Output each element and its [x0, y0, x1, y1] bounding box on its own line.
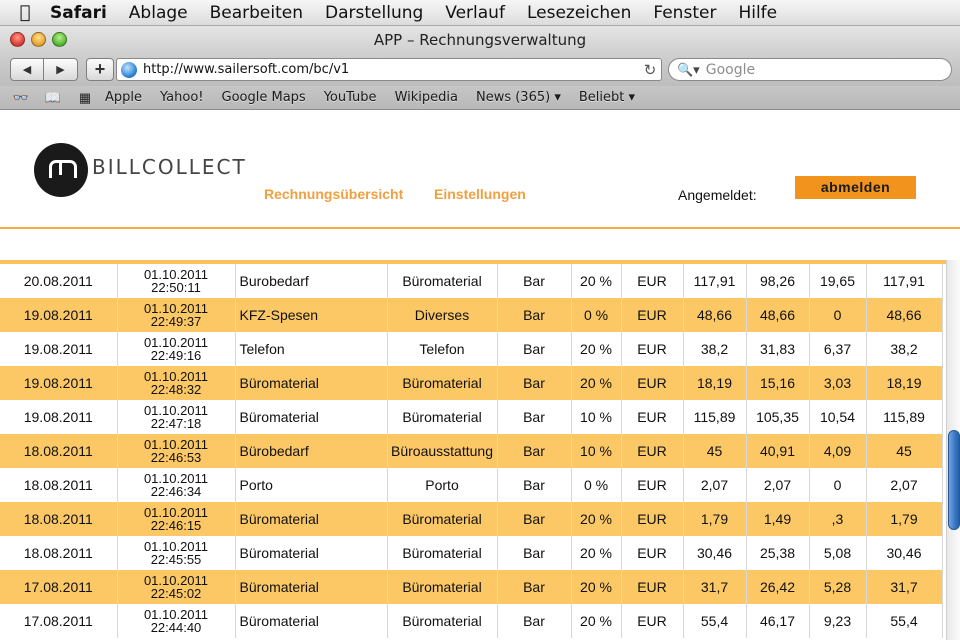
cell-invoice-date: 17.08.2011 — [0, 604, 117, 638]
cell-description: Bürobedarf — [235, 434, 387, 468]
top-sites-grid-icon[interactable]: ▦ — [78, 89, 92, 105]
vertical-scrollbar[interactable] — [946, 260, 960, 640]
cell-payment-method: Bar — [497, 298, 571, 332]
table-row[interactable] — [0, 298, 942, 332]
cell-invoice-date: 20.08.2011 — [0, 264, 117, 298]
cell-amount: 31,7 — [683, 570, 746, 604]
cell-tax: 4,09 — [809, 434, 866, 468]
cell-vat-rate: 20 % — [571, 570, 621, 604]
cell-vat-rate: 0 % — [571, 468, 621, 502]
nav-rechnungsuebersicht[interactable]: Rechnungsübersicht — [264, 186, 404, 202]
back-arrow-icon: ◀ — [22, 64, 32, 76]
window-controls — [10, 32, 67, 47]
bookmark-beliebt[interactable]: Beliebt ▾ — [578, 90, 635, 105]
bookmark-wikipedia[interactable]: Wikipedia — [394, 90, 458, 105]
search-icon[interactable]: 🔍▾ — [677, 61, 700, 77]
cell-created-at — [117, 264, 235, 298]
cell-currency: EUR — [621, 298, 683, 332]
window-titlebar — [0, 26, 960, 54]
cell-net: 25,38 — [746, 536, 809, 570]
created-time: 22:49:37 — [150, 314, 202, 329]
cell-currency: EUR — [621, 434, 683, 468]
created-date: 01.10.2011 — [143, 471, 209, 486]
bookmark-yahoo[interactable]: Yahoo! — [160, 90, 204, 105]
logout-button[interactable]: abmelden — [795, 176, 916, 199]
cell-tax: 5,08 — [809, 536, 866, 570]
login-status-label: Angemeldet: — [678, 187, 757, 203]
cell-description: Burobedarf — [235, 264, 387, 298]
cell-invoice-date: 19.08.2011 — [0, 332, 117, 366]
cell-vat-rate: 20 % — [571, 502, 621, 536]
cell-vat-rate: 20 % — [571, 536, 621, 570]
cell-net: 15,16 — [746, 366, 809, 400]
invoice-table-viewport — [0, 260, 946, 640]
table-row[interactable] — [0, 434, 942, 468]
cell-net: 1,49 — [746, 502, 809, 536]
header-divider — [0, 227, 960, 229]
menu-safari[interactable]: Safari — [50, 2, 107, 23]
cell-description: Telefon — [235, 332, 387, 366]
cell-total: 117,91 — [866, 264, 942, 298]
table-row[interactable] — [0, 468, 942, 502]
cell-vat-rate: 20 % — [571, 264, 621, 298]
cell-amount: 1,79 — [683, 502, 746, 536]
mac-menu-bar — [0, 0, 960, 26]
reader-icon[interactable]: 👓 — [12, 89, 30, 105]
cell-total: 2,07 — [866, 468, 942, 502]
cell-description: Büromaterial — [235, 366, 387, 400]
cell-invoice-date: 18.08.2011 — [0, 434, 117, 468]
cell-total: 115,89 — [866, 400, 942, 434]
cell-tax: ,3 — [809, 502, 866, 536]
created-date: 01.10.2011 — [143, 335, 209, 350]
globe-icon — [121, 62, 137, 78]
table-row[interactable] — [0, 536, 942, 570]
cell-tax: 5,28 — [809, 570, 866, 604]
url-text[interactable]: http://www.sailersoft.com/bc/v1 — [143, 62, 350, 77]
cell-vat-rate: 20 % — [571, 604, 621, 638]
cell-amount: 30,46 — [683, 536, 746, 570]
created-time: 22:49:16 — [150, 348, 202, 363]
cell-category: Büromaterial — [387, 604, 497, 638]
created-date: 01.10.2011 — [143, 539, 209, 554]
cell-currency: EUR — [621, 468, 683, 502]
cell-amount: 2,07 — [683, 468, 746, 502]
created-time: 22:46:53 — [150, 450, 202, 465]
cell-created-at — [117, 536, 235, 570]
table-row[interactable] — [0, 604, 942, 638]
menu-darstellung[interactable]: Darstellung — [325, 2, 424, 23]
cell-category: Büromaterial — [387, 400, 497, 434]
cell-payment-method: Bar — [497, 570, 571, 604]
cell-category: Diverses — [387, 298, 497, 332]
cell-created-at — [117, 570, 235, 604]
reload-icon[interactable]: ↻ — [643, 61, 657, 79]
menu-ablage[interactable]: Ablage — [128, 2, 188, 23]
cell-created-at — [117, 400, 235, 434]
bookmark-google-maps[interactable]: Google Maps — [221, 90, 306, 105]
cell-category: Porto — [387, 468, 497, 502]
cell-currency: EUR — [621, 604, 683, 638]
logo-mark-icon — [34, 143, 88, 197]
forward-button[interactable] — [44, 58, 78, 81]
cell-net: 26,42 — [746, 570, 809, 604]
cell-tax: 0 — [809, 468, 866, 502]
bookmarks-bar — [0, 86, 960, 110]
table-row[interactable] — [0, 570, 942, 604]
cell-vat-rate: 10 % — [571, 400, 621, 434]
cell-created-at — [117, 502, 235, 536]
cell-currency: EUR — [621, 502, 683, 536]
cell-currency: EUR — [621, 264, 683, 298]
table-row[interactable] — [0, 502, 942, 536]
cell-amount: 45 — [683, 434, 746, 468]
created-date: 01.10.2011 — [143, 267, 209, 282]
cell-payment-method: Bar — [497, 366, 571, 400]
cell-amount: 55,4 — [683, 604, 746, 638]
cell-total: 55,4 — [866, 604, 942, 638]
minimize-window-button[interactable] — [31, 32, 46, 47]
cell-currency: EUR — [621, 332, 683, 366]
address-bar[interactable] — [116, 58, 662, 81]
plus-icon: + — [94, 59, 106, 79]
cell-total: 31,7 — [866, 570, 942, 604]
created-time: 22:47:18 — [150, 416, 202, 431]
created-date: 01.10.2011 — [143, 369, 209, 384]
cell-net: 105,35 — [746, 400, 809, 434]
nav-einstellungen[interactable]: Einstellungen — [434, 186, 526, 202]
cell-currency: EUR — [621, 570, 683, 604]
zoom-window-button[interactable] — [52, 32, 67, 47]
created-time: 22:50:11 — [151, 280, 201, 295]
cell-tax: 0 — [809, 298, 866, 332]
cell-payment-method: Bar — [497, 468, 571, 502]
cell-payment-method: Bar — [497, 604, 571, 638]
window-title: APP – Rechnungsverwaltung — [373, 31, 587, 49]
created-date: 01.10.2011 — [143, 505, 209, 520]
table-row[interactable] — [0, 400, 942, 434]
created-time: 22:48:32 — [150, 382, 202, 397]
apple-icon[interactable] — [0, 2, 50, 23]
cell-net: 48,66 — [746, 298, 809, 332]
cell-category: Büromaterial — [387, 366, 497, 400]
app-header — [0, 111, 960, 228]
cell-created-at — [117, 604, 235, 638]
cell-payment-method: Bar — [497, 264, 571, 298]
cell-net: 31,83 — [746, 332, 809, 366]
cell-total: 18,19 — [866, 366, 942, 400]
cell-description: Büromaterial — [235, 570, 387, 604]
cell-vat-rate: 20 % — [571, 332, 621, 366]
created-time: 22:45:55 — [150, 552, 202, 567]
cell-category: Büroausstattung — [387, 434, 497, 468]
table-row[interactable] — [0, 264, 942, 298]
created-date: 01.10.2011 — [143, 437, 209, 452]
created-date: 01.10.2011 — [143, 403, 209, 418]
cell-created-at — [117, 298, 235, 332]
cell-invoice-date: 18.08.2011 — [0, 502, 117, 536]
created-date: 01.10.2011 — [143, 607, 209, 622]
menu-lesezeichen[interactable]: Lesezeichen — [526, 2, 632, 23]
cell-payment-method: Bar — [497, 434, 571, 468]
table-row[interactable] — [0, 332, 942, 366]
cell-total: 1,79 — [866, 502, 942, 536]
scrollbar-thumb[interactable] — [948, 430, 960, 530]
cell-category: Büromaterial — [387, 264, 497, 298]
cell-payment-method: Bar — [497, 536, 571, 570]
cell-vat-rate: 0 % — [571, 298, 621, 332]
invoice-table — [0, 264, 943, 638]
created-date: 01.10.2011 — [143, 573, 209, 588]
cell-invoice-date: 17.08.2011 — [0, 570, 117, 604]
browser-toolbar — [0, 54, 960, 86]
cell-tax: 19,65 — [809, 264, 866, 298]
cell-tax: 6,37 — [809, 332, 866, 366]
cell-amount: 115,89 — [683, 400, 746, 434]
cell-total: 30,46 — [866, 536, 942, 570]
cell-vat-rate: 10 % — [571, 434, 621, 468]
cell-currency: EUR — [621, 536, 683, 570]
created-time: 22:46:34 — [150, 484, 202, 499]
cell-tax: 9,23 — [809, 604, 866, 638]
created-time: 22:44:40 — [150, 620, 202, 635]
cell-description: Porto — [235, 468, 387, 502]
cell-invoice-date: 19.08.2011 — [0, 298, 117, 332]
cell-description: Büromaterial — [235, 400, 387, 434]
add-bookmark-button[interactable] — [86, 58, 114, 81]
back-button[interactable] — [10, 58, 44, 81]
cell-total: 48,66 — [866, 298, 942, 332]
cell-tax: 3,03 — [809, 366, 866, 400]
cell-description: Büromaterial — [235, 502, 387, 536]
billcollect-logo[interactable] — [34, 143, 247, 197]
bookmarks-book-icon[interactable]: 📖 — [44, 89, 62, 105]
cell-currency: EUR — [621, 366, 683, 400]
cell-vat-rate: 20 % — [571, 366, 621, 400]
forward-arrow-icon: ▶ — [56, 64, 65, 76]
bookmark-youtube[interactable]: YouTube — [323, 90, 377, 105]
created-time: 22:46:15 — [150, 518, 202, 533]
cell-amount: 38,2 — [683, 332, 746, 366]
cell-invoice-date: 19.08.2011 — [0, 366, 117, 400]
cell-description: Büromaterial — [235, 536, 387, 570]
cell-category: Telefon — [387, 332, 497, 366]
cell-payment-method: Bar — [497, 400, 571, 434]
cell-category: Büromaterial — [387, 502, 497, 536]
cell-net: 46,17 — [746, 604, 809, 638]
cell-net: 98,26 — [746, 264, 809, 298]
cell-invoice-date: 18.08.2011 — [0, 536, 117, 570]
history-nav — [10, 58, 78, 81]
cell-net: 2,07 — [746, 468, 809, 502]
cell-category: Büromaterial — [387, 570, 497, 604]
table-row[interactable] — [0, 366, 942, 400]
menu-fenster[interactable]: Fenster — [653, 2, 717, 23]
cell-total: 45 — [866, 434, 942, 468]
bookmark-news[interactable]: News (365) ▾ — [475, 90, 561, 105]
cell-description: KFZ-Spesen — [235, 298, 387, 332]
cell-invoice-date: 19.08.2011 — [0, 400, 117, 434]
bookmark-apple[interactable]: Apple — [105, 90, 143, 105]
menu-verlauf[interactable]: Verlauf — [445, 2, 505, 23]
menu-bearbeiten[interactable]: Bearbeiten — [209, 2, 304, 23]
cell-amount: 48,66 — [683, 298, 746, 332]
search-placeholder: Google — [705, 61, 756, 78]
cell-payment-method: Bar — [497, 502, 571, 536]
cell-created-at — [117, 468, 235, 502]
cell-payment-method: Bar — [497, 332, 571, 366]
search-field[interactable] — [668, 58, 952, 81]
cell-net: 40,91 — [746, 434, 809, 468]
cell-amount: 18,19 — [683, 366, 746, 400]
created-time: 22:45:02 — [150, 586, 202, 601]
created-date: 01.10.2011 — [143, 301, 209, 316]
cell-currency: EUR — [621, 400, 683, 434]
cell-category: Büromaterial — [387, 536, 497, 570]
logo-text: BILLCOLLECT — [92, 155, 247, 179]
cell-total: 38,2 — [866, 332, 942, 366]
cell-created-at — [117, 332, 235, 366]
cell-amount: 117,91 — [683, 264, 746, 298]
cell-description: Büromaterial — [235, 604, 387, 638]
cell-invoice-date: 18.08.2011 — [0, 468, 117, 502]
cell-tax: 10,54 — [809, 400, 866, 434]
cell-created-at — [117, 434, 235, 468]
menu-hilfe[interactable]: Hilfe — [738, 2, 778, 23]
cell-created-at — [117, 366, 235, 400]
close-window-button[interactable] — [10, 32, 25, 47]
